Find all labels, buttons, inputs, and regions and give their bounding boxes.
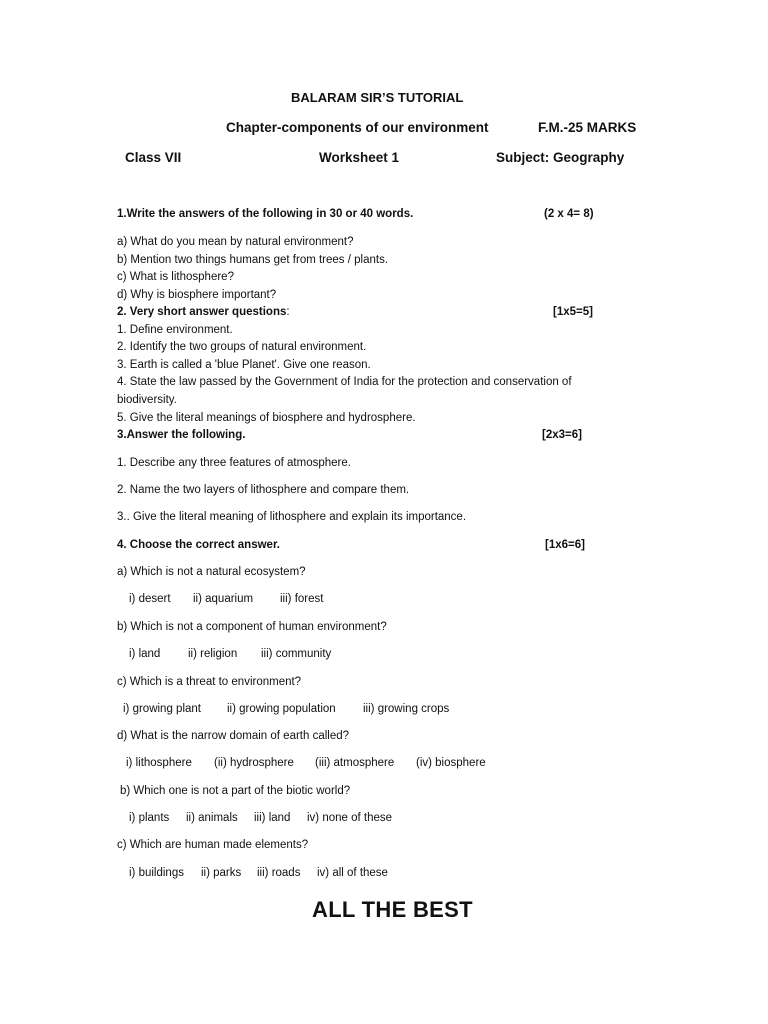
- question-text: 5. Give the literal meanings of biosphere and hydrosphere.: [117, 412, 416, 424]
- mcq-option: iii) land: [254, 812, 291, 824]
- question-text: c) What is lithosphere?: [117, 271, 234, 283]
- worksheet-label: Worksheet 1: [319, 150, 400, 165]
- mcq-option: i) plants: [129, 812, 170, 824]
- mcq-option: iv) all of these: [317, 867, 388, 879]
- mcq-option: ii) religion: [188, 648, 238, 660]
- mcq-option: i) land: [129, 648, 161, 660]
- mcq-option: iv) none of these: [307, 812, 393, 824]
- mcq-question: b) Which is not a component of human environment?: [117, 621, 387, 633]
- question-text: biodiversity.: [117, 394, 177, 406]
- question-text: d) Why is biosphere important?: [117, 289, 277, 301]
- section3-marks: [2x3=6]: [542, 429, 582, 441]
- full-marks: F.M.-25 MARKS: [538, 120, 637, 135]
- mcq-option: (iv) biosphere: [416, 757, 486, 769]
- question-text: 2. Identify the two groups of natural environment.: [117, 341, 367, 353]
- mcq-option: ii) growing population: [227, 703, 336, 715]
- mcq-question: c) Which are human made elements?: [117, 839, 309, 851]
- mcq-option: iii) community: [261, 648, 332, 660]
- subject-label: Subject: Geography: [496, 150, 625, 165]
- class-label: Class VII: [125, 150, 182, 165]
- tutorial-title: BALARAM SIR’S TUTORIAL: [291, 90, 464, 105]
- mcq-option: ii) animals: [186, 812, 238, 824]
- question-text: 4. State the law passed by the Government of India for the protection and conservation of: [117, 376, 572, 388]
- mcq-option: i) desert: [129, 593, 171, 605]
- mcq-option: ii) parks: [201, 867, 242, 879]
- mcq-option: ii) aquarium: [193, 593, 254, 605]
- section1-heading: 1.Write the answers of the following in 30 or 40 words.: [117, 208, 414, 220]
- mcq-option: iii) forest: [280, 593, 324, 605]
- question-text: b) Mention two things humans get from trees / plants.: [117, 254, 389, 266]
- section3-heading: 3.Answer the following.: [117, 429, 246, 441]
- mcq-option: i) lithosphere: [126, 757, 192, 769]
- question-text: 3. Earth is called a 'blue Planet'. Give one reason.: [117, 359, 371, 371]
- section2-marks: [1x5=5]: [553, 306, 593, 318]
- mcq-option: i) growing plant: [123, 703, 201, 715]
- mcq-question: b) Which one is not a part of the biotic world?: [120, 785, 351, 797]
- section4-heading: 4. Choose the correct answer.: [117, 539, 280, 551]
- section1-marks: (2 x 4= 8): [544, 208, 594, 220]
- question-text: 1. Define environment.: [117, 324, 233, 336]
- question-text: 1. Describe any three features of atmosphere.: [117, 457, 351, 469]
- mcq-question: c) Which is a threat to environment?: [117, 676, 302, 688]
- section2-heading: [117, 305, 290, 319]
- mcq-option: iii) growing crops: [363, 703, 450, 715]
- mcq-option: iii) roads: [257, 867, 301, 879]
- closing-message: ALL THE BEST: [312, 897, 473, 922]
- question-text: 3.. Give the literal meaning of lithosphere and explain its importance.: [117, 511, 467, 523]
- mcq-option: (iii) atmosphere: [315, 757, 395, 769]
- mcq-question: a) Which is not a natural ecosystem?: [117, 566, 306, 578]
- mcq-question: d) What is the narrow domain of earth called?: [117, 730, 350, 742]
- section2-heading-text: 2. Very short answer questions: [117, 306, 287, 318]
- mcq-option: (ii) hydrosphere: [214, 757, 294, 769]
- question-text: a) What do you mean by natural environment?: [117, 236, 354, 248]
- chapter-title: Chapter-components of our environment: [226, 120, 489, 135]
- question-text: 2. Name the two layers of lithosphere and compare them.: [117, 484, 410, 496]
- section2-heading-colon: :: [286, 306, 290, 318]
- section4-marks: [1x6=6]: [545, 539, 585, 551]
- mcq-option: i) buildings: [129, 867, 184, 879]
